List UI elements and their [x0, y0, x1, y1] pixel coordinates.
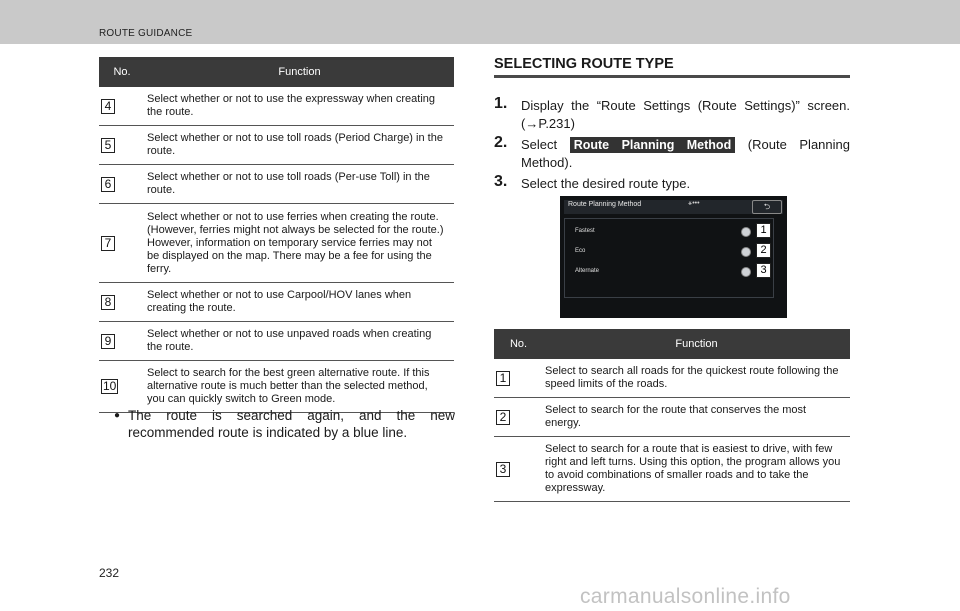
- table-row: [99, 204, 454, 283]
- radio-fastest[interactable]: [741, 227, 751, 237]
- step-text-pre: Select: [521, 137, 558, 152]
- option-fastest[interactable]: Fastest: [575, 228, 595, 234]
- row-text: Select whether or not to use ferries when creating the route. (However, ferries might not always be selected for the route.) However, information on temporary service ferries may not be displayed on the map. There may be a fee for using the ferry.: [145, 204, 454, 283]
- row-number: 4: [101, 99, 115, 114]
- step-text: Display the “Route Settings (Route Settings)” screen. (→P.231): [521, 98, 850, 131]
- table-row: [494, 437, 850, 502]
- table-row: [99, 361, 454, 413]
- step-number: 3.: [494, 173, 508, 190]
- row-number: 1: [496, 371, 510, 386]
- table-row: [494, 398, 850, 437]
- route-planning-screen: [560, 196, 787, 318]
- row-text: Select to search for the best green alternative route. If this alternative route is much better than the selected method, you can quickly switch to Green mode.: [145, 361, 454, 413]
- row-text: Select to search for a route that is easiest to drive, with few right and left turns. Using this option, the program allows you to avoid combinations of smaller roads and to take the expressway.: [543, 437, 850, 502]
- table-row: [99, 165, 454, 204]
- screen-title: Route Planning Method: [568, 201, 642, 208]
- callout-2: 2: [756, 243, 771, 258]
- watermark: carmanualsonline.info: [580, 585, 791, 608]
- radio-eco[interactable]: [741, 247, 751, 257]
- row-number: 9: [101, 334, 115, 349]
- callout-3: 3: [756, 263, 771, 278]
- table-row: [99, 126, 454, 165]
- step-number: 1.: [494, 95, 508, 112]
- bullet-icon: ●: [114, 410, 121, 421]
- section-title: ROUTE GUIDANCE: [99, 28, 193, 39]
- step-text: Select the desired route type.: [521, 176, 691, 191]
- row-text: Select to search all roads for the quickest route following the speed limits of the roads.: [543, 359, 850, 398]
- row-number: 2: [496, 410, 510, 425]
- back-button[interactable]: ⮌: [752, 200, 782, 214]
- option-alternate[interactable]: Alternate: [575, 268, 600, 274]
- row-number: 6: [101, 177, 115, 192]
- route-planning-method-button-label: Route Planning Method: [570, 137, 736, 153]
- callout-1: 1: [756, 223, 771, 238]
- table-row: [99, 87, 454, 126]
- row-text: Select whether or not to use unpaved roads when creating the route.: [145, 322, 454, 361]
- step-3: [494, 175, 850, 193]
- table-row: [99, 283, 454, 322]
- step-2: [494, 136, 850, 172]
- option-eco[interactable]: Eco: [575, 248, 586, 254]
- page-number: 232: [99, 566, 120, 580]
- row-text: Select whether or not to use toll roads (Period Charge) in the route.: [145, 126, 454, 165]
- step-text-post: (Route Planning Method).: [521, 137, 850, 170]
- step-number: 2.: [494, 134, 508, 151]
- row-number: 5: [101, 138, 115, 153]
- row-number: 7: [101, 236, 115, 251]
- table-row: [494, 359, 850, 398]
- row-text: Select to search for the route that conserves the most energy.: [543, 398, 850, 437]
- status-icons: ⚹•••: [688, 200, 700, 207]
- table-row: [99, 322, 454, 361]
- function-table-left: [99, 57, 454, 413]
- row-text: Select whether or not to use Carpool/HOV lanes when creating the route.: [145, 283, 454, 322]
- radio-alternate[interactable]: [741, 267, 751, 277]
- step-1: [494, 97, 850, 133]
- row-number: 8: [101, 295, 115, 310]
- col-function-header: Function: [145, 57, 454, 87]
- row-text: Select whether or not to use toll roads (Per-use Toll) in the route.: [145, 165, 454, 204]
- row-number: 10: [103, 379, 117, 393]
- col-function-header: Function: [543, 329, 850, 359]
- options-list: [564, 218, 774, 298]
- row-text: Select whether or not to use the expressway when creating the route.: [145, 87, 454, 126]
- col-no-header: No.: [99, 57, 145, 87]
- function-table-right: [494, 329, 850, 502]
- header-bar: [0, 0, 960, 44]
- row-number: 3: [496, 462, 510, 477]
- section-heading: SELECTING ROUTE TYPE: [494, 56, 850, 78]
- bullet-text: The route is searched again, and the new recommended route is indicated by a blue line.: [128, 408, 455, 440]
- bullet-note: [114, 407, 455, 441]
- col-no-header: No.: [494, 329, 543, 359]
